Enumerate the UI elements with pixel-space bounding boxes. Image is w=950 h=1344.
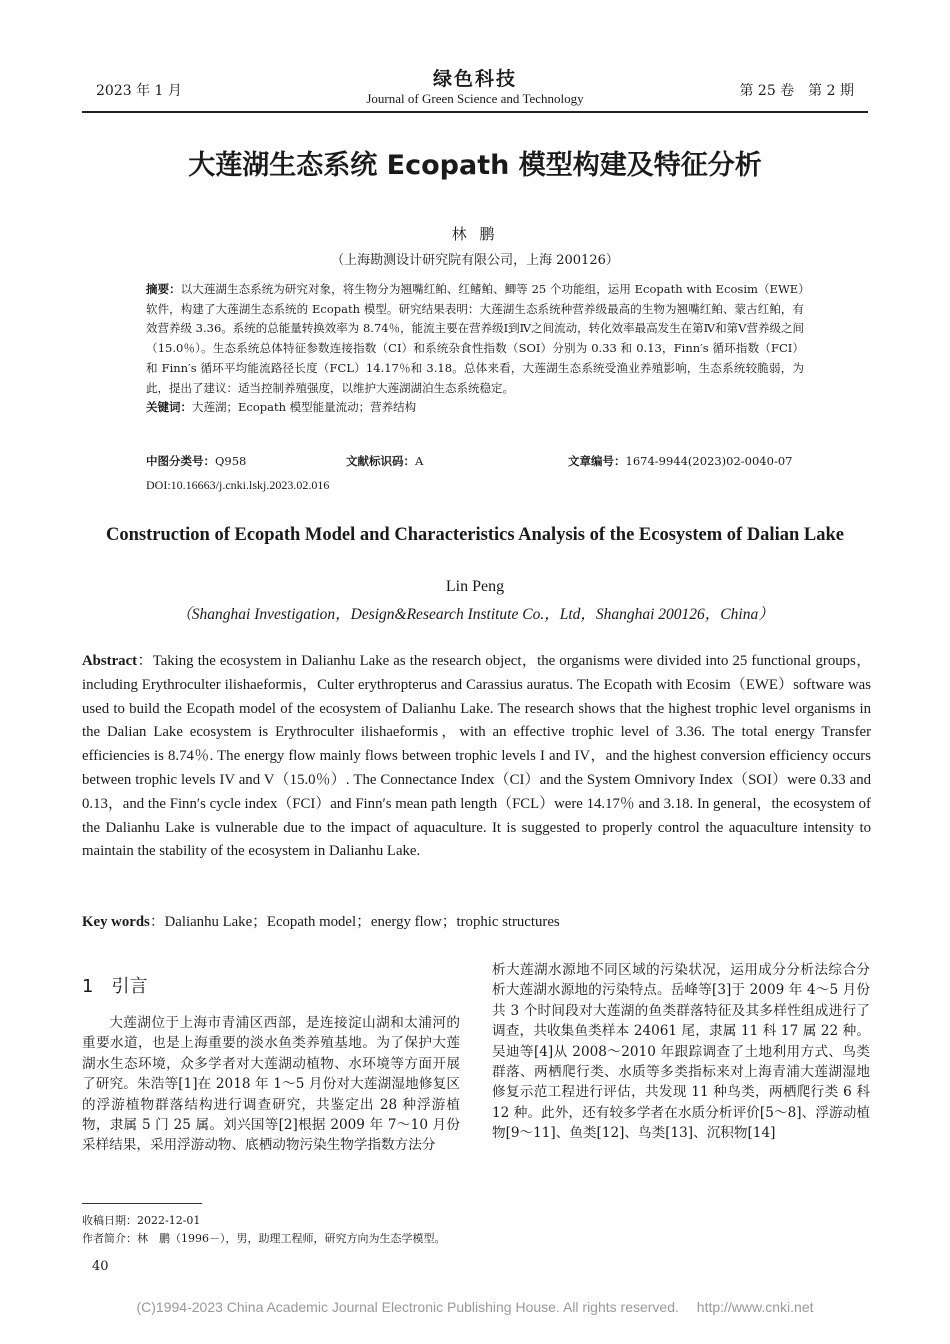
english-title: Construction of Ecopath Model and Characteristics Analysis of the Ecosystem of Dalian Lake bbox=[106, 525, 844, 545]
doc-code-value: A bbox=[415, 454, 424, 468]
clc-label: 中图分类号： bbox=[146, 454, 215, 468]
doc-code-label: 文献标识码： bbox=[346, 454, 415, 468]
keywords-text: 大莲湖；Ecopath 模型能量流动；营养结构 bbox=[192, 400, 417, 415]
body-paragraph: 大莲湖位于上海市青浦区西部，是连接淀山湖和太浦河的重要水道，也是上海重要的淡水鱼类养殖基地。为了保护大莲湖水生态环境，众多学者对大莲湖动植物、水环境等方面开展了研究。朱浩等[1]在 2018 年 1～5 月份对大莲湖湿地修复区的浮游植物群落结构进行调查研究，共鉴定出 28 种浮游植物，隶属 5 门 25 属。刘兴国等[2]根据 2009 年 7～10 月份采样结果，采用浮游动物、底栖动物污染生物学指数方法分 bbox=[82, 1015, 460, 1154]
keywords-label: 关键词： bbox=[146, 400, 192, 415]
english-keywords-label: Key words bbox=[82, 914, 150, 930]
author-name: 林 鹏 bbox=[451, 225, 499, 243]
journal-logo-cn: 绿色科技 bbox=[432, 68, 517, 90]
page-number: 40 bbox=[92, 1259, 109, 1274]
english-keywords bbox=[82, 910, 871, 931]
article-no-value: 1674-9944(2023)02-0040-07 bbox=[625, 454, 793, 468]
body-column-left bbox=[82, 1013, 460, 1156]
author-bio: 作者简介：林 鹏（1996－），男，助理工程师，研究方向为生态学模型。 bbox=[82, 1232, 446, 1245]
received-date: 收稿日期：2022-12-01 bbox=[82, 1214, 201, 1227]
chinese-abstract bbox=[146, 280, 804, 418]
english-abstract-label: Abstract bbox=[82, 653, 138, 669]
header-date: 2023 年 1 月 bbox=[96, 83, 182, 99]
english-abstract-text: ：Taking the ecosystem in Dalianhu Lake as the research object，the organisms were divided into 25 functional groups，including Erythroculter ilishaeformis，Culter erythropterus and Carassius auratus. The Ecopath with Ecosim（EWE）software was used to build the Ecopath model of the ecosystem of Dalianhu Lake. The research shows that the highest trophic level organisms in the Dalian Lake ecosystem is Erythroculter ilishaeformis，with an effective trophic level of 3.36. The total energy Transfer efficiencies is 8.74％. The energy flow mainly flows between trophic levels I and IV，and the highest conversion efficiency occurs between trophic levels IV and V（15.0％）. The Connectance Index（CI）and the System Omnivory Index（SOI）were 0.33 and 0.13，and the Finn′s cycle index（FCI）and Finn′s mean path length（FCL）were 14.17％ and 3.18. In general，the ecosystem of the Dalianhu Lake is vulnerable due to the impact of aquaculture. It is suggested to properly control the aquaculture intensity to maintain the stability of the ecosystem in Dalianhu Lake. bbox=[82, 653, 871, 860]
author-affiliation: （上海勘测设计研究院有限公司，上海 200126） bbox=[331, 253, 619, 268]
clc-value: Q958 bbox=[215, 454, 247, 468]
footnote-rule bbox=[82, 1203, 202, 1204]
abstract-label: 摘要： bbox=[146, 282, 181, 296]
english-author: Lin Peng bbox=[445, 578, 505, 595]
header-rule bbox=[82, 111, 868, 113]
doi: DOI:10.16663/j.cnki.lskj.2023.02.016 bbox=[146, 478, 330, 492]
section-number: 1 bbox=[82, 976, 94, 997]
section-title: 引言 bbox=[111, 976, 148, 997]
paper-title: 大莲湖生态系统 Ecopath 模型构建及特征分析 bbox=[188, 150, 762, 181]
journal-name-en: Journal of Green Science and Technology bbox=[366, 91, 584, 106]
english-abstract bbox=[82, 650, 871, 864]
article-no-label: 文章编号： bbox=[568, 454, 626, 468]
chinese-keywords bbox=[146, 398, 804, 418]
copyright-watermark: (C)1994-2023 China Academic Journal Electronic Publishing House. All rights reserved. http://www.cnki.net bbox=[136, 1299, 814, 1315]
header-volume: 第 25 卷 第 2 期 bbox=[739, 83, 854, 99]
body-paragraph: 析大莲湖水源地不同区域的污染状况，运用成分分析法综合分析大莲湖水源地的污染特点。岳峰等[3]于 2009 年 4～5 月份共 3 个时间段对大莲湖的鱼类群落特征及其多样性组成进行了调查，共收集鱼类样本 24061 尾，隶属 11 科 17 属 22 种。吴迪等[4]从 2008～2010 年跟踪调查了土地利用方式、鸟类群落、两栖爬行类、水质等多类指标来对上海青浦大莲湖湿地修复示范工程进行评估，共发现 11 种鸟类，两栖爬行类 6 科 12 种。此外，还有较多学者在水质分析评价[5～8]、浮游动植物[9～11]、鱼类[12]、鸟类[13]、沉积物[14] bbox=[492, 962, 870, 1142]
section-heading bbox=[82, 972, 147, 998]
english-keywords-text: ：Dalianhu Lake；Ecopath model；energy flow；trophic structures bbox=[149, 914, 560, 930]
body-column-right bbox=[492, 960, 870, 1144]
classification-row bbox=[146, 453, 804, 471]
english-affiliation: （Shanghai Investigation，Design&Research Institute Co.，Ltd，Shanghai 200126，China） bbox=[176, 606, 774, 623]
abstract-text: 以大莲湖生态系统为研究对象，将生物分为翘嘴红鲌、红鳍鲌、鲫等 25 个功能组，运用 Ecopath with Ecosim（EWE）软件，构建了大莲湖生态系统的 Ecopath 模型。研究结果表明：大莲湖生态系统种营养级最高的生物为翘嘴红鲌、蒙古红鲌，有效营养级 3.36。系统的总能量转换效率为 8.74％，能流主要在营养级Ⅰ到Ⅳ之间流动，转化效率最高发生在第Ⅳ和第Ⅴ营养级之间（15.0％）。生态系统总体特征参数连接指数（CI）和系统杂食性指数（SOI）分别为 0.33 和 0.13，Finn′s 循环指数（FCI）和 Finn′s 循环平均能流路径长度（FCL）14.17％和 3.18。总体来看，大莲湖生态系统受渔业养殖影响，生态系统较脆弱，为此，提出了建议：适当控制养殖强度，以维护大莲湖湖泊生态系统稳定。 bbox=[146, 282, 804, 395]
